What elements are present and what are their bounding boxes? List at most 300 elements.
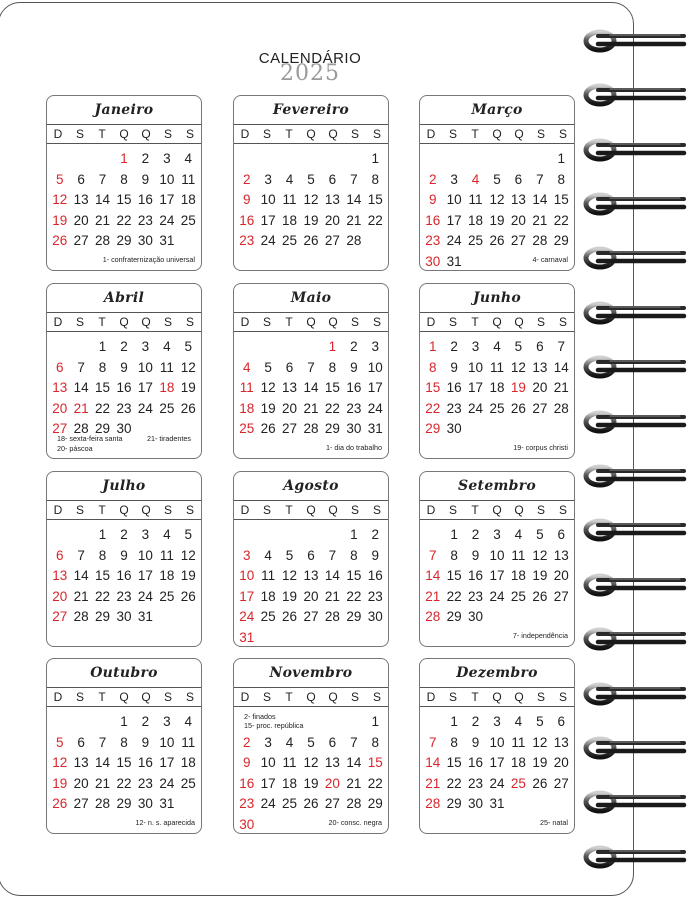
day-cell[interactable]: 11 — [468, 192, 483, 208]
day-cell[interactable]: 12 — [489, 192, 505, 208]
day-cell[interactable]: 16 — [239, 775, 255, 791]
day-cell[interactable]: 17 — [489, 755, 505, 771]
day-cell[interactable]: 22 — [116, 775, 132, 791]
day-cell[interactable]: 5 — [55, 171, 64, 187]
day-cell[interactable]: 25 — [180, 212, 196, 228]
day-cell[interactable]: 24 — [446, 233, 462, 249]
day-cell[interactable]: 13 — [510, 192, 526, 208]
day-cell[interactable]: 14 — [532, 192, 548, 208]
day-cell[interactable]: 18 — [282, 775, 298, 791]
day-cell[interactable]: 17 — [468, 380, 484, 396]
day-cell[interactable]: 26 — [303, 233, 319, 249]
day-cell[interactable]: 3 — [493, 527, 501, 542]
day-cell[interactable]: 23 — [239, 233, 255, 249]
day-cell[interactable]: 7 — [350, 734, 358, 750]
day-cell[interactable]: 22 — [446, 775, 462, 791]
day-cell[interactable]: 29 — [324, 421, 340, 437]
day-cell[interactable]: 10 — [159, 734, 175, 750]
day-cell[interactable]: 13 — [553, 547, 569, 563]
day-cell[interactable]: 7 — [350, 171, 358, 187]
day-cell[interactable]: 22 — [116, 212, 132, 228]
day-cell[interactable]: 12 — [532, 734, 548, 750]
day-cell[interactable]: 30 — [239, 816, 255, 832]
day-cell[interactable]: 26 — [52, 796, 68, 812]
day-cell[interactable]: 19 — [532, 568, 548, 584]
day-cell[interactable]: 18 — [159, 380, 175, 396]
day-cell[interactable]: 25 — [510, 588, 526, 604]
day-cell[interactable]: 11 — [159, 547, 174, 563]
day-cell[interactable]: 16 — [116, 568, 132, 584]
day-cell[interactable]: 20 — [553, 568, 569, 584]
day-cell[interactable]: 27 — [553, 775, 569, 791]
day-cell[interactable]: 19 — [303, 775, 319, 791]
day-cell[interactable]: 12 — [303, 192, 319, 208]
day-cell[interactable]: 12 — [260, 380, 276, 396]
day-cell[interactable]: 14 — [346, 755, 362, 771]
day-cell[interactable]: 25 — [239, 421, 255, 437]
day-cell[interactable]: 18 — [159, 568, 175, 584]
day-cell[interactable]: 16 — [468, 568, 484, 584]
day-cell[interactable]: 10 — [489, 547, 505, 563]
day-cell[interactable]: 21 — [95, 775, 111, 791]
day-cell[interactable]: 4 — [163, 339, 171, 354]
day-cell[interactable]: 2 — [371, 527, 380, 542]
day-cell[interactable]: 9 — [471, 734, 480, 750]
day-cell[interactable]: 28 — [303, 421, 319, 437]
day-cell[interactable]: 24 — [367, 400, 383, 416]
day-cell[interactable]: 23 — [116, 588, 132, 604]
day-cell[interactable]: 5 — [307, 171, 315, 187]
day-cell[interactable]: 31 — [367, 421, 383, 437]
day-cell[interactable]: 6 — [328, 171, 337, 187]
day-cell[interactable]: 9 — [141, 734, 150, 750]
day-cell[interactable]: 12 — [180, 359, 196, 375]
day-cell[interactable]: 17 — [446, 212, 462, 228]
day-cell[interactable]: 7 — [428, 734, 437, 750]
day-cell[interactable]: 13 — [52, 380, 68, 396]
day-cell[interactable]: 4 — [264, 547, 272, 563]
day-cell[interactable]: 11 — [181, 734, 196, 750]
day-cell[interactable]: 11 — [181, 171, 196, 187]
day-cell[interactable]: 30 — [137, 796, 153, 812]
day-cell[interactable]: 25 — [282, 233, 298, 249]
day-cell[interactable]: 16 — [346, 380, 362, 396]
day-cell[interactable]: 10 — [137, 547, 153, 563]
day-cell[interactable]: 7 — [307, 359, 315, 375]
day-cell[interactable]: 21 — [324, 588, 340, 604]
day-cell[interactable]: 1 — [328, 339, 337, 354]
day-cell[interactable]: 2 — [120, 527, 128, 542]
day-cell[interactable]: 15 — [346, 568, 362, 584]
day-cell[interactable]: 28 — [532, 233, 548, 249]
day-cell[interactable]: 12 — [180, 547, 196, 563]
day-cell[interactable]: 23 — [446, 400, 462, 416]
day-cell[interactable]: 6 — [514, 171, 523, 187]
day-cell[interactable]: 13 — [282, 380, 298, 396]
day-cell[interactable]: 21 — [73, 400, 89, 416]
day-cell[interactable]: 26 — [489, 233, 505, 249]
day-cell[interactable]: 1 — [450, 527, 458, 542]
day-cell[interactable]: 27 — [73, 233, 89, 249]
day-cell[interactable]: 16 — [137, 192, 153, 208]
day-cell[interactable]: 15 — [367, 755, 383, 771]
day-cell[interactable]: 7 — [98, 171, 107, 187]
day-cell[interactable]: 9 — [371, 547, 380, 563]
day-cell[interactable]: 8 — [450, 734, 458, 750]
day-cell[interactable]: 16 — [367, 568, 383, 584]
day-cell[interactable]: 20 — [532, 380, 548, 396]
day-cell[interactable]: 1 — [371, 151, 380, 166]
day-cell[interactable]: 14 — [95, 755, 111, 771]
day-cell[interactable]: 17 — [239, 588, 255, 604]
day-cell[interactable]: 17 — [137, 380, 153, 396]
day-cell[interactable]: 17 — [260, 775, 276, 791]
day-cell[interactable]: 26 — [52, 233, 68, 249]
day-cell[interactable]: 28 — [425, 609, 441, 625]
day-cell[interactable]: 4 — [242, 359, 251, 375]
day-cell[interactable]: 12 — [52, 192, 68, 208]
day-cell[interactable]: 14 — [425, 755, 441, 771]
day-cell[interactable]: 18 — [468, 212, 484, 228]
day-cell[interactable]: 3 — [141, 339, 150, 354]
day-cell[interactable]: 8 — [328, 359, 337, 375]
day-cell[interactable]: 18 — [180, 755, 196, 771]
day-cell[interactable]: 11 — [489, 359, 504, 375]
day-cell[interactable]: 1 — [557, 151, 566, 166]
day-cell[interactable]: 26 — [260, 421, 276, 437]
day-cell[interactable]: 21 — [346, 212, 362, 228]
day-cell[interactable]: 28 — [425, 796, 441, 812]
day-cell[interactable]: 1 — [371, 714, 380, 729]
day-cell[interactable]: 2 — [141, 151, 150, 166]
day-cell[interactable]: 13 — [553, 734, 569, 750]
day-cell[interactable]: 19 — [180, 568, 196, 584]
day-cell[interactable]: 6 — [77, 734, 85, 750]
day-cell[interactable]: 24 — [260, 233, 276, 249]
day-cell[interactable]: 16 — [446, 380, 462, 396]
day-cell[interactable]: 30 — [446, 421, 462, 437]
day-cell[interactable]: 22 — [446, 588, 462, 604]
day-cell[interactable]: 11 — [282, 192, 297, 208]
day-cell[interactable]: 31 — [489, 796, 505, 812]
day-cell[interactable]: 9 — [242, 192, 251, 208]
day-cell[interactable]: 3 — [264, 734, 272, 750]
day-cell[interactable]: 6 — [557, 714, 566, 729]
day-cell[interactable]: 26 — [303, 796, 319, 812]
day-cell[interactable]: 8 — [120, 171, 128, 187]
day-cell[interactable]: 21 — [303, 400, 319, 416]
day-cell[interactable]: 27 — [52, 609, 68, 625]
day-cell[interactable]: 23 — [346, 400, 362, 416]
day-cell[interactable]: 4 — [184, 151, 193, 166]
day-cell[interactable]: 22 — [425, 400, 441, 416]
day-cell[interactable]: 30 — [116, 609, 132, 625]
day-cell[interactable]: 31 — [446, 253, 462, 269]
day-cell[interactable]: 17 — [159, 192, 175, 208]
day-cell[interactable]: 23 — [468, 775, 484, 791]
day-cell[interactable]: 29 — [95, 609, 111, 625]
day-cell[interactable]: 29 — [116, 233, 132, 249]
day-cell[interactable]: 26 — [180, 588, 196, 604]
day-cell[interactable]: 24 — [489, 588, 505, 604]
day-cell[interactable]: 21 — [95, 212, 111, 228]
day-cell[interactable]: 12 — [303, 755, 319, 771]
day-cell[interactable]: 5 — [536, 714, 544, 729]
day-cell[interactable]: 18 — [510, 568, 526, 584]
day-cell[interactable]: 9 — [350, 359, 358, 375]
day-cell[interactable]: 10 — [159, 171, 175, 187]
day-cell[interactable]: 30 — [468, 796, 484, 812]
day-cell[interactable]: 4 — [493, 339, 501, 354]
day-cell[interactable]: 10 — [446, 192, 462, 208]
day-cell[interactable]: 28 — [73, 609, 89, 625]
day-cell[interactable]: 1 — [98, 339, 107, 354]
day-cell[interactable]: 1 — [120, 714, 128, 729]
day-cell[interactable]: 27 — [73, 796, 89, 812]
day-cell[interactable]: 7 — [98, 734, 107, 750]
day-cell[interactable]: 19 — [303, 212, 319, 228]
day-cell[interactable]: 8 — [350, 547, 358, 563]
day-cell[interactable]: 25 — [260, 609, 276, 625]
day-cell[interactable]: 4 — [163, 527, 171, 542]
day-cell[interactable]: 3 — [141, 527, 150, 542]
day-cell[interactable]: 15 — [95, 568, 111, 584]
day-cell[interactable]: 7 — [328, 547, 337, 563]
day-cell[interactable]: 15 — [116, 192, 132, 208]
day-cell[interactable]: 17 — [367, 380, 383, 396]
day-cell[interactable]: 5 — [264, 359, 272, 375]
day-cell[interactable]: 28 — [73, 421, 89, 437]
day-cell[interactable]: 20 — [73, 775, 89, 791]
day-cell[interactable]: 29 — [346, 609, 362, 625]
day-cell[interactable]: 30 — [468, 609, 484, 625]
day-cell[interactable]: 2 — [120, 339, 128, 354]
day-cell[interactable]: 23 — [425, 233, 441, 249]
day-cell[interactable]: 20 — [553, 755, 569, 771]
day-cell[interactable]: 21 — [346, 775, 362, 791]
day-cell[interactable]: 28 — [553, 400, 569, 416]
day-cell[interactable]: 23 — [137, 775, 153, 791]
day-cell[interactable]: 27 — [532, 400, 548, 416]
day-cell[interactable]: 25 — [468, 233, 484, 249]
day-cell[interactable]: 12 — [510, 359, 526, 375]
day-cell[interactable]: 17 — [260, 212, 276, 228]
day-cell[interactable]: 22 — [324, 400, 340, 416]
day-cell[interactable]: 30 — [137, 233, 153, 249]
day-cell[interactable]: 7 — [536, 171, 544, 187]
day-cell[interactable]: 5 — [307, 734, 315, 750]
day-cell[interactable]: 7 — [428, 547, 437, 563]
day-cell[interactable]: 16 — [116, 380, 132, 396]
day-cell[interactable]: 26 — [180, 400, 196, 416]
day-cell[interactable]: 25 — [282, 796, 298, 812]
day-cell[interactable]: 14 — [324, 568, 340, 584]
day-cell[interactable]: 17 — [159, 755, 175, 771]
day-cell[interactable]: 19 — [282, 588, 298, 604]
day-cell[interactable]: 22 — [367, 212, 383, 228]
day-cell[interactable]: 9 — [428, 192, 437, 208]
day-cell[interactable]: 14 — [346, 192, 362, 208]
day-cell[interactable]: 1 — [350, 527, 358, 542]
day-cell[interactable]: 28 — [324, 609, 340, 625]
day-cell[interactable]: 24 — [137, 588, 153, 604]
day-cell[interactable]: 13 — [324, 755, 340, 771]
day-cell[interactable]: 20 — [303, 588, 319, 604]
day-cell[interactable]: 27 — [52, 421, 68, 437]
day-cell[interactable]: 31 — [239, 629, 255, 645]
day-cell[interactable]: 8 — [428, 359, 437, 375]
day-cell[interactable]: 11 — [282, 755, 297, 771]
day-cell[interactable]: 1 — [428, 339, 437, 354]
day-cell[interactable]: 13 — [73, 192, 89, 208]
day-cell[interactable]: 13 — [532, 359, 548, 375]
day-cell[interactable]: 13 — [324, 192, 340, 208]
day-cell[interactable]: 5 — [184, 339, 193, 354]
day-cell[interactable]: 5 — [514, 339, 523, 354]
day-cell[interactable]: 6 — [77, 171, 85, 187]
day-cell[interactable]: 14 — [73, 568, 89, 584]
day-cell[interactable]: 26 — [532, 588, 548, 604]
day-cell[interactable]: 23 — [116, 400, 132, 416]
day-cell[interactable]: 8 — [98, 359, 107, 375]
day-cell[interactable]: 24 — [137, 400, 153, 416]
day-cell[interactable]: 30 — [425, 253, 441, 269]
day-cell[interactable]: 3 — [371, 339, 380, 354]
day-cell[interactable]: 6 — [328, 734, 337, 750]
day-cell[interactable]: 15 — [324, 380, 340, 396]
day-cell[interactable]: 23 — [367, 588, 383, 604]
day-cell[interactable]: 3 — [242, 547, 251, 563]
day-cell[interactable]: 6 — [307, 547, 315, 563]
day-cell[interactable]: 22 — [95, 588, 111, 604]
day-cell[interactable]: 31 — [159, 233, 175, 249]
day-cell[interactable]: 9 — [141, 171, 150, 187]
day-cell[interactable]: 3 — [163, 151, 171, 166]
day-cell[interactable]: 20 — [52, 588, 68, 604]
day-cell[interactable]: 30 — [116, 421, 132, 437]
day-cell[interactable]: 29 — [116, 796, 132, 812]
day-cell[interactable]: 5 — [536, 527, 544, 542]
day-cell[interactable]: 7 — [77, 547, 85, 563]
day-cell[interactable]: 3 — [450, 171, 458, 187]
day-cell[interactable]: 15 — [95, 380, 111, 396]
day-cell[interactable]: 25 — [510, 775, 526, 791]
day-cell[interactable]: 3 — [471, 339, 480, 354]
day-cell[interactable]: 7 — [77, 359, 85, 375]
day-cell[interactable]: 12 — [532, 547, 548, 563]
day-cell[interactable]: 6 — [55, 547, 64, 563]
day-cell[interactable]: 4 — [514, 527, 523, 542]
day-cell[interactable]: 2 — [428, 171, 437, 187]
day-cell[interactable]: 28 — [95, 233, 111, 249]
day-cell[interactable]: 11 — [511, 547, 526, 563]
day-cell[interactable]: 19 — [532, 755, 548, 771]
day-cell[interactable]: 27 — [282, 421, 298, 437]
day-cell[interactable]: 18 — [180, 192, 196, 208]
day-cell[interactable]: 20 — [324, 212, 340, 228]
day-cell[interactable]: 16 — [239, 212, 255, 228]
day-cell[interactable]: 5 — [493, 171, 501, 187]
day-cell[interactable]: 13 — [303, 568, 319, 584]
day-cell[interactable]: 19 — [180, 380, 196, 396]
day-cell[interactable]: 18 — [510, 755, 526, 771]
day-cell[interactable]: 4 — [285, 734, 294, 750]
day-cell[interactable]: 10 — [239, 568, 255, 584]
day-cell[interactable]: 3 — [493, 714, 501, 729]
day-cell[interactable]: 28 — [346, 796, 362, 812]
day-cell[interactable]: 29 — [95, 421, 111, 437]
day-cell[interactable]: 9 — [120, 547, 128, 563]
day-cell[interactable]: 1 — [98, 527, 107, 542]
day-cell[interactable]: 23 — [468, 588, 484, 604]
day-cell[interactable]: 24 — [159, 775, 175, 791]
day-cell[interactable]: 4 — [514, 714, 523, 729]
day-cell[interactable]: 22 — [95, 400, 111, 416]
day-cell[interactable]: 6 — [55, 359, 64, 375]
day-cell[interactable]: 11 — [511, 734, 526, 750]
day-cell[interactable]: 20 — [510, 212, 526, 228]
day-cell[interactable]: 10 — [260, 192, 276, 208]
day-cell[interactable]: 9 — [450, 359, 458, 375]
day-cell[interactable]: 27 — [324, 233, 340, 249]
day-cell[interactable]: 1 — [120, 151, 128, 166]
day-cell[interactable]: 21 — [425, 588, 441, 604]
day-cell[interactable]: 10 — [260, 755, 276, 771]
day-cell[interactable]: 20 — [52, 400, 68, 416]
day-cell[interactable]: 5 — [285, 547, 294, 563]
day-cell[interactable]: 13 — [73, 755, 89, 771]
day-cell[interactable]: 24 — [468, 400, 484, 416]
day-cell[interactable]: 20 — [282, 400, 298, 416]
day-cell[interactable]: 21 — [425, 775, 441, 791]
day-cell[interactable]: 15 — [553, 192, 569, 208]
day-cell[interactable]: 9 — [471, 547, 480, 563]
day-cell[interactable]: 14 — [553, 359, 569, 375]
day-cell[interactable]: 25 — [489, 400, 505, 416]
day-cell[interactable]: 27 — [553, 588, 569, 604]
day-cell[interactable]: 27 — [303, 609, 319, 625]
day-cell[interactable]: 15 — [446, 568, 462, 584]
day-cell[interactable]: 5 — [184, 527, 193, 542]
day-cell[interactable]: 25 — [159, 400, 175, 416]
day-cell[interactable]: 15 — [446, 755, 462, 771]
day-cell[interactable]: 31 — [137, 609, 153, 625]
day-cell[interactable]: 22 — [553, 212, 569, 228]
day-cell[interactable]: 18 — [282, 212, 298, 228]
day-cell[interactable]: 2 — [141, 714, 150, 729]
day-cell[interactable]: 13 — [52, 568, 68, 584]
day-cell[interactable]: 26 — [510, 400, 526, 416]
day-cell[interactable]: 23 — [239, 796, 255, 812]
day-cell[interactable]: 21 — [73, 588, 89, 604]
day-cell[interactable]: 15 — [116, 755, 132, 771]
day-cell[interactable]: 4 — [184, 714, 193, 729]
day-cell[interactable]: 2 — [242, 171, 251, 187]
day-cell[interactable]: 14 — [95, 192, 111, 208]
day-cell[interactable]: 4 — [285, 171, 294, 187]
day-cell[interactable]: 2 — [242, 734, 251, 750]
day-cell[interactable]: 28 — [95, 796, 111, 812]
day-cell[interactable]: 19 — [52, 775, 68, 791]
day-cell[interactable]: 12 — [52, 755, 68, 771]
day-cell[interactable]: 9 — [120, 359, 128, 375]
day-cell[interactable]: 16 — [468, 755, 484, 771]
day-cell[interactable]: 10 — [367, 359, 383, 375]
day-cell[interactable]: 3 — [163, 714, 171, 729]
day-cell[interactable]: 31 — [159, 796, 175, 812]
day-cell[interactable]: 8 — [371, 171, 380, 187]
day-cell[interactable]: 29 — [367, 796, 383, 812]
